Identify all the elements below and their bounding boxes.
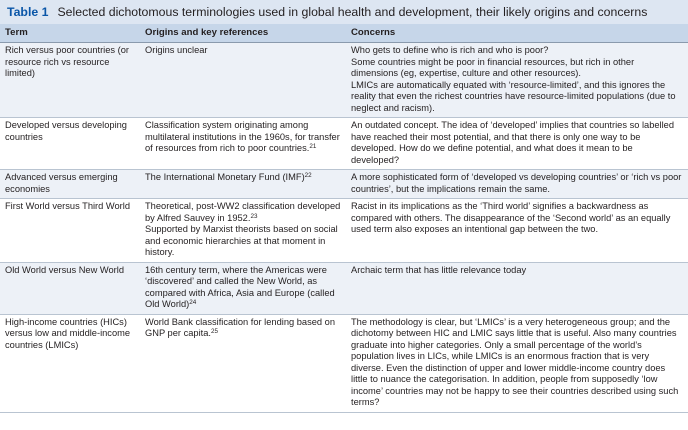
origins-extra-text: Supported by Marxist theorists based on social and economic hierarchies at that moment in history. [145, 224, 338, 257]
table-row [0, 43, 688, 118]
concerns-text: Racist in its implications as the ‘Third world’ signifies a backwardness as compared with others. The disappearance of the ‘Second world’ as an equally used term also exposes an intentional gap between the two. [351, 201, 671, 234]
reference-number: 21 [309, 143, 317, 150]
origins-text: Theoretical, post-WW2 classification developed by Alfred Sauvey in 1952. [145, 201, 341, 223]
table-title: Selected dichotomous terminologies used in global health and development, their likely origins and concerns [57, 5, 648, 19]
table-caption [0, 0, 688, 24]
table-row [0, 262, 688, 314]
reference-number: 24 [189, 299, 197, 306]
term-cell [0, 314, 140, 412]
concerns-cell [346, 118, 688, 170]
concerns-text: LMICs are automatically equated with ‘resource-limited’, and this ignores the reality that even the richest countries have resource-limited populations (due to neglect and racism). [351, 79, 676, 113]
concerns-cell [346, 314, 688, 412]
concerns-text: Some countries might be poor in financial resources, but rich in other dimensions (eg, expertise, culture and other resources). [351, 56, 635, 78]
header-concerns: Concerns [346, 24, 688, 43]
origins-text: Classification system originating among multilateral institutions in the 1960s, for transfer of resources from rich to poor countries. [145, 120, 340, 153]
term-cell [0, 170, 140, 199]
term-cell [0, 199, 140, 263]
concerns-text: A more sophisticated form of ‘developed vs developing countries’ or ‘rich vs poor countries’, but the implications remain the same. [351, 172, 682, 194]
term-text: Old World versus New World [5, 264, 124, 275]
term-cell [0, 262, 140, 314]
origins-cell [140, 43, 346, 118]
reference-number: 22 [304, 172, 312, 179]
header-row [0, 24, 688, 43]
term-text: Rich versus poor countries (or resource rich vs resource limited) [5, 45, 130, 78]
term-text: First World versus Third World [5, 201, 131, 211]
term-text: High-income countries (HICs) versus low and middle-income countries (LMICs) [5, 316, 131, 350]
concerns-cell [346, 170, 688, 199]
concerns-cell [346, 43, 688, 118]
origins-cell [140, 170, 346, 199]
concerns-text: An outdated concept. The idea of ‘developed’ implies that countries so labelled have reached their most potential, and that there is only one way to be developed. How do we define potential, and what does it mean to be developed? [351, 120, 675, 165]
reference-number: 23 [250, 212, 258, 220]
header-origins: Origins and key references [140, 24, 346, 43]
origins-text: Origins unclear [145, 45, 208, 55]
term-cell [0, 118, 140, 170]
origins-cell [140, 314, 346, 412]
table-row [0, 314, 688, 412]
origins-text: The International Monetary Fund (IMF) [145, 172, 305, 182]
term-text: Developed versus developing countries [5, 120, 127, 142]
table-row [0, 199, 688, 263]
table-number: Table 1 [7, 5, 49, 19]
origins-cell [140, 199, 346, 263]
reference-number: 25 [210, 328, 218, 335]
concerns-text: Who gets to define who is rich and who is poor? [351, 45, 549, 55]
concerns-cell [346, 262, 688, 314]
term-text: Advanced versus emerging economies [5, 172, 118, 194]
origins-cell [140, 262, 346, 314]
origins-text: 16th century term, where the Americas were ‘discovered’ and called the New World, as compared with Africa, Asia and Europe (called Old World) [145, 264, 335, 309]
concerns-text: The methodology is clear, but ‘LMICs’ is a very heterogeneous group; and the dichotomy between HIC and LMIC says little that is useful. Also many countries graduate into higher categories. Only a small percentage of the world’s population lives in LICs, while LMICs is an enormous fraction that is very diverse. Even the distinction of upper and lower middle-income country does little to nuance the categorisation. In addition, people from supposedly ‘low income’ countries may not be happy to see their countries described using such terms? [351, 316, 679, 407]
origins-text: World Bank classification for lending based on GNP per capita. [145, 316, 336, 338]
concerns-text: Archaic term that has little relevance today [351, 264, 527, 275]
origins-cell [140, 118, 346, 170]
table-row [0, 170, 688, 199]
concerns-cell [346, 199, 688, 263]
table-row [0, 118, 688, 170]
terminology-table [0, 24, 688, 413]
header-term: Term [0, 24, 140, 43]
term-cell [0, 43, 140, 118]
